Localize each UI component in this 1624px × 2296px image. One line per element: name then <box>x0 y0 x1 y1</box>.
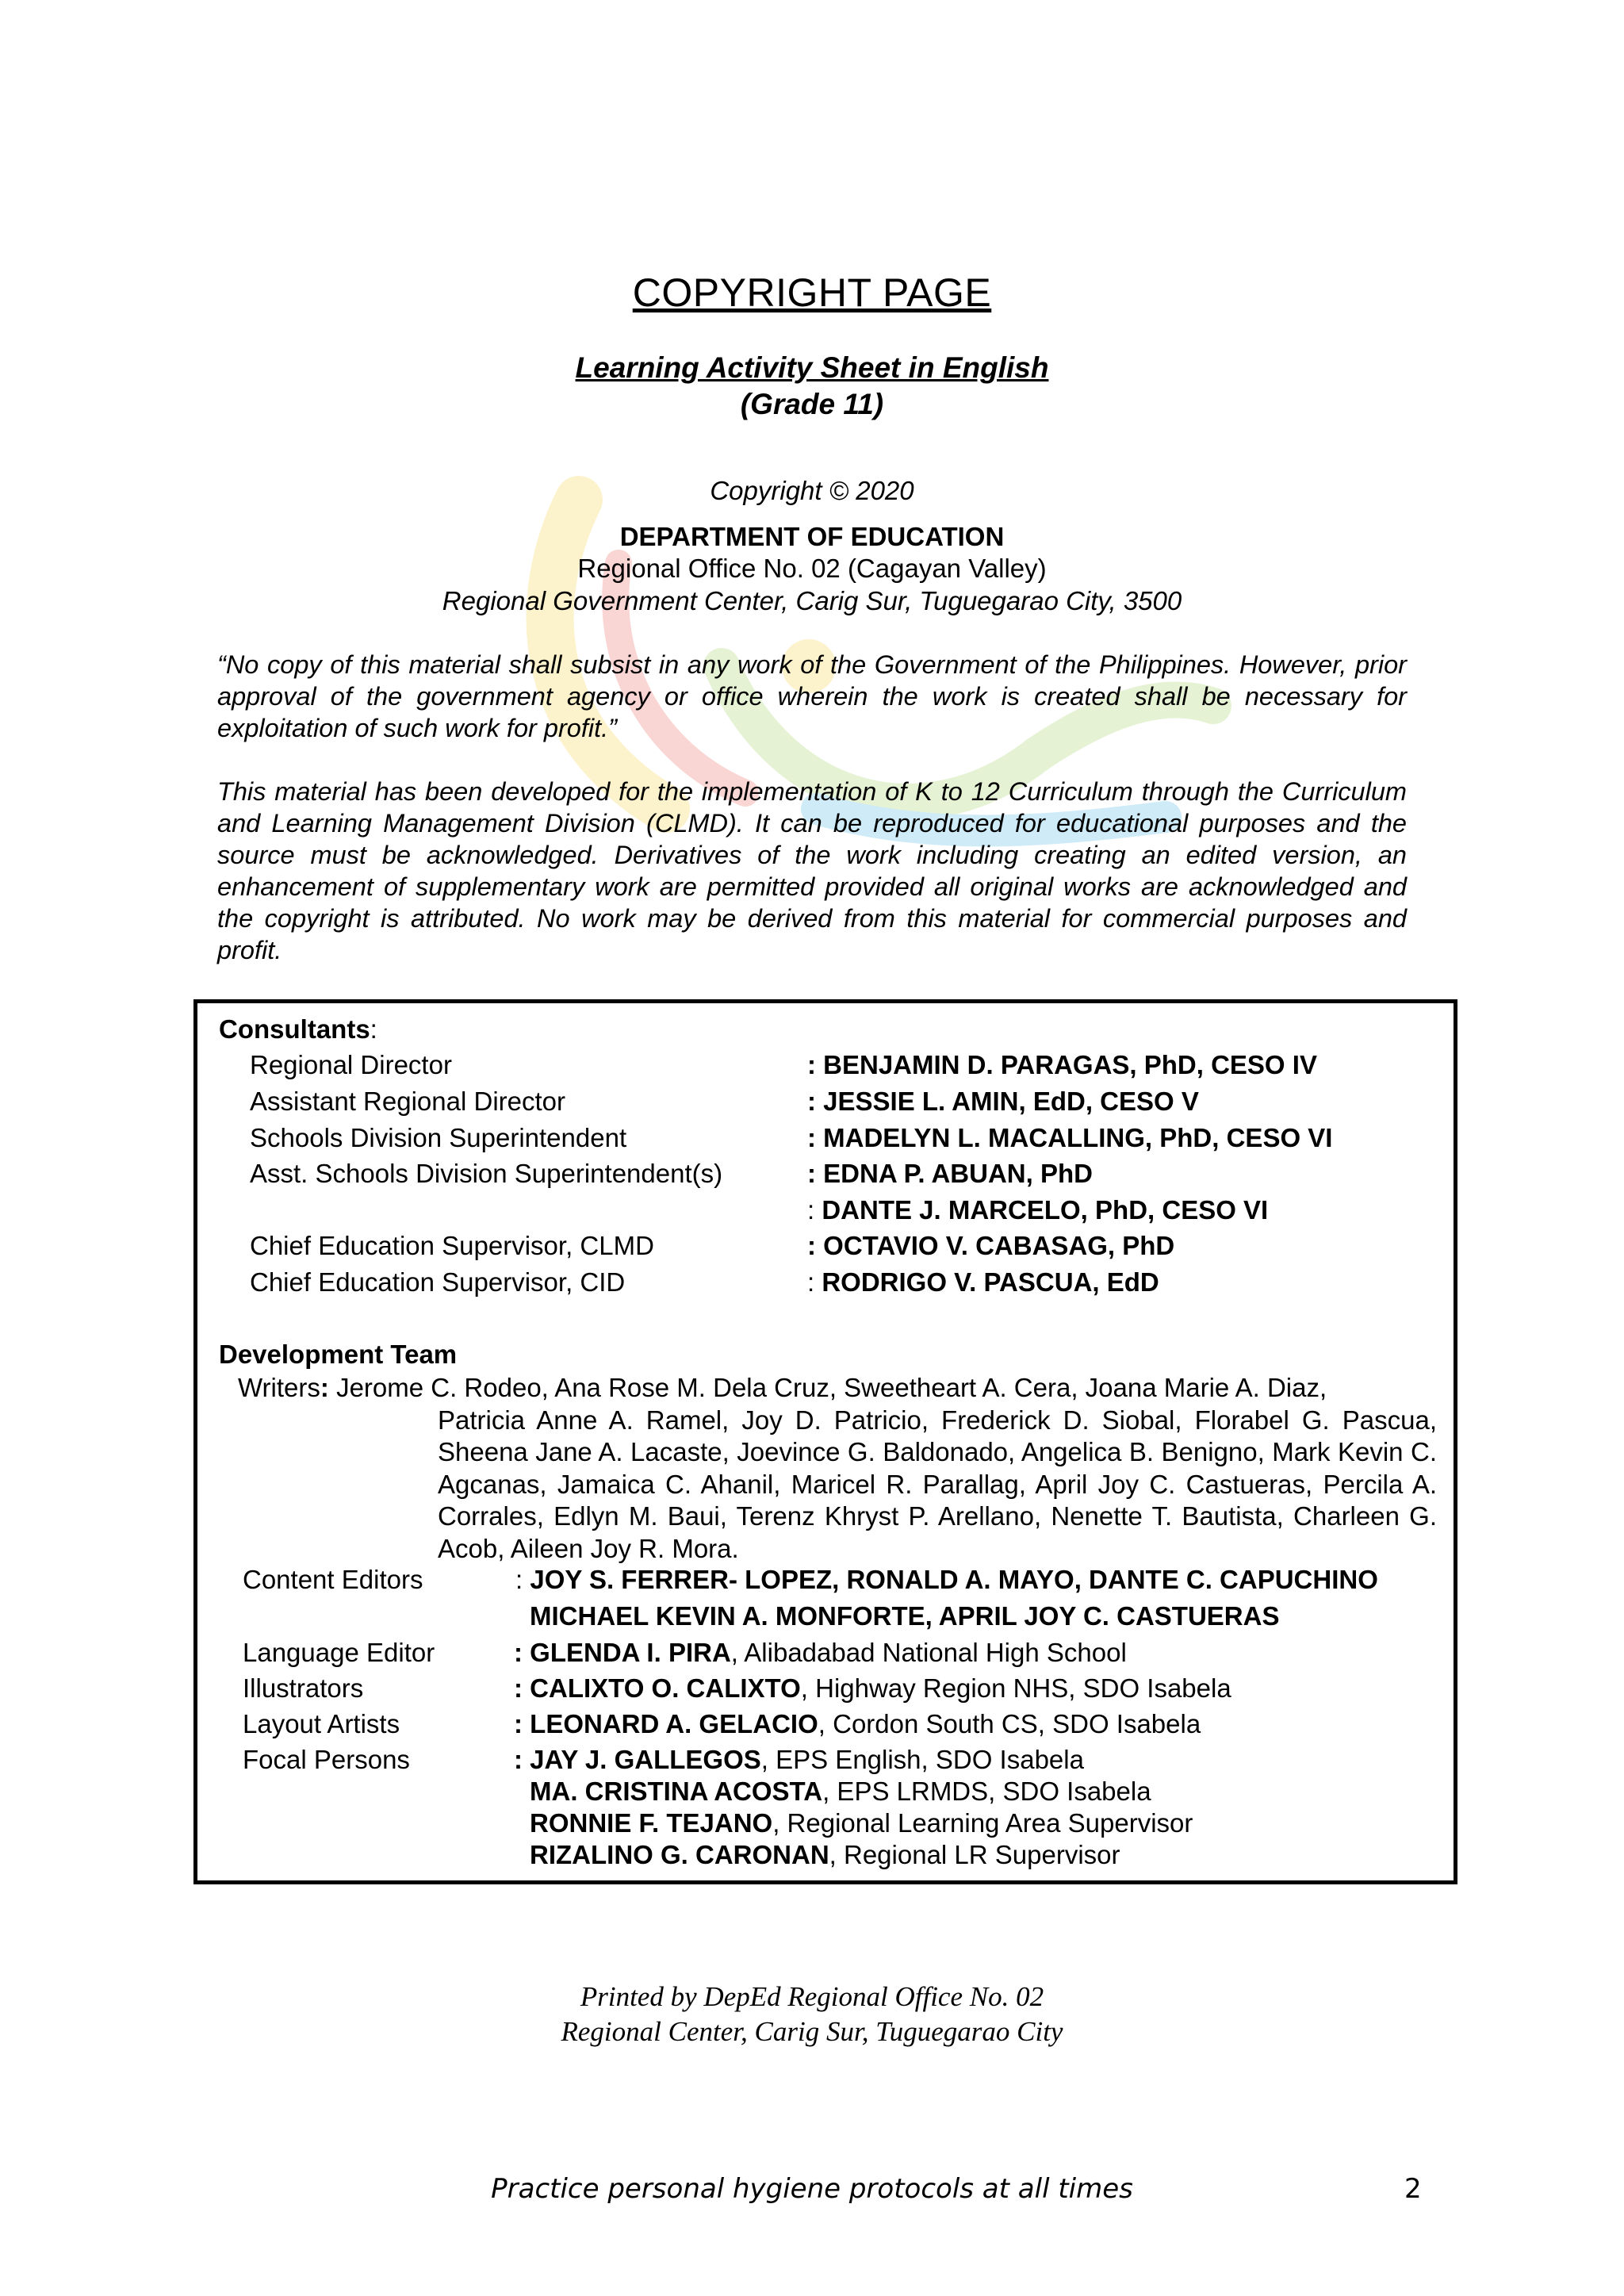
copyright-notice: “No copy of this material shall subsist in any work of the Government of the Philippines. However, prior approval of the government agency or office wherein the work is created shall be necessary for exploitation of such work for profit.” <box>217 650 1407 742</box>
consultant-role: Chief Education Supervisor, CID <box>250 1267 626 1297</box>
content-editors-names: : JOY S. FERRER- LOPEZ, RONALD A. MAYO, DANTE C. CAPUCHINO <box>515 1565 1378 1594</box>
content-editors-label: Content Editors <box>243 1565 423 1594</box>
printed-by-line: Printed by DepEd Regional Office No. 02 <box>580 1981 1044 2012</box>
printed-address-line: Regional Center, Carig Sur, Tuguegarao City <box>561 2016 1063 2047</box>
consultant-role: Asst. Schools Division Superintendent(s) <box>250 1159 723 1188</box>
consultant-name: : OCTAVIO V. CABASAG, PhD <box>807 1231 1175 1260</box>
focal-person: RONNIE F. TEJANO, Regional Learning Area Supervisor <box>530 1808 1193 1838</box>
consultant-role: Assistant Regional Director <box>250 1087 565 1116</box>
usage-statement: This material has been developed for the implementation of K to 12 Curriculum through the Curriculum and Learning Management Division (CLMD). It can be reproduced for educational purposes and the source must be acknowledged. Derivatives of the work including creating an edited version, an enhancement of supplementary work are permitted provided all original works are acknowledged and the copyright is attributed. No work may be derived from this material for commercial purposes and profit. <box>217 777 1407 964</box>
grade-level: (Grade 11) <box>740 388 884 420</box>
consultant-role: Schools Division Superintendent <box>250 1123 627 1152</box>
footer-note: Practice personal hygiene protocols at all times <box>491 2173 1133 2205</box>
focal-persons-label: Focal Persons <box>243 1745 410 1774</box>
focal-person: RIZALINO G. CARONAN, Regional LR Supervisor <box>530 1840 1120 1869</box>
consultant-name: : EDNA P. ABUAN, PhD <box>807 1159 1093 1188</box>
writers-label: Writers: <box>238 1373 329 1402</box>
consultant-name: : BENJAMIN D. PARAGAS, PhD, CESO IV <box>807 1050 1317 1079</box>
layout-artists-name: : LEONARD A. GELACIO, Cordon South CS, SDO Isabela <box>514 1709 1201 1738</box>
consultant-name: : RODRIGO V. PASCUA, EdD <box>807 1267 1159 1297</box>
page-number: 2 <box>1404 2173 1422 2205</box>
consultant-name: : JESSIE L. AMIN, EdD, CESO V <box>807 1087 1199 1116</box>
illustrators-name: : CALIXTO O. CALIXTO, Highway Region NHS, SDO Isabela <box>514 1673 1231 1703</box>
regional-office: Regional Office No. 02 (Cagayan Valley) <box>577 554 1047 583</box>
office-address: Regional Government Center, Carig Sur, Tuguegarao City, 3500 <box>442 586 1182 615</box>
writers-names-rest: Patricia Anne A. Ramel, Joy D. Patricio, Frederick D. Siobal, Florabel G. Pascua, Sheena Jane A. Lacaste, Joevince G. Baldonado, Angelica B. Benigno, Mark Kevin C. Agcanas, Jamaica C. Ahanil, Maricel R. Parallag, April Joy C. Castueras, Percila A. Corrales, Edlyn M. Baui, Terenz Khryst P. Arellano, Nenette T. Bautista, Charleen G. Acob, Aileen Joy R. Mora. <box>438 1405 1437 1563</box>
consultant-role: Regional Director <box>250 1050 452 1079</box>
language-editor-name: : GLENDA I. PIRA, Alibadabad National High School <box>514 1638 1127 1667</box>
writers-list <box>238 1372 1437 1565</box>
language-editor-label: Language Editor <box>243 1638 435 1667</box>
consultant-name: : DANTE J. MARCELO, PhD, CESO VI <box>807 1195 1269 1225</box>
consultants-heading: Consultants: <box>219 1014 377 1044</box>
illustrators-label: Illustrators <box>243 1673 364 1703</box>
consultant-role: Chief Education Supervisor, CLMD <box>250 1231 654 1260</box>
layout-artists-label: Layout Artists <box>243 1709 400 1738</box>
department-name: DEPARTMENT OF EDUCATION <box>619 522 1005 551</box>
content-editors-names-2: MICHAEL KEVIN A. MONFORTE, APRIL JOY C. CASTUERAS <box>530 1601 1280 1631</box>
writers-names-first: Jerome C. Rodeo, Ana Rose M. Dela Cruz, Sweetheart A. Cera, Joana Marie A. Diaz, <box>336 1373 1327 1402</box>
consultant-name: : MADELYN L. MACALLING, PhD, CESO VI <box>807 1123 1333 1152</box>
development-team-heading: Development Team <box>219 1340 458 1369</box>
copyright-line: Copyright © 2020 <box>710 476 914 505</box>
focal-person: : JAY J. GALLEGOS, EPS English, SDO Isabela <box>514 1745 1084 1774</box>
page-title: COPYRIGHT PAGE <box>632 270 992 315</box>
document-title: Learning Activity Sheet in English <box>575 351 1049 384</box>
focal-person: MA. CRISTINA ACOSTA, EPS LRMDS, SDO Isabela <box>530 1777 1151 1806</box>
